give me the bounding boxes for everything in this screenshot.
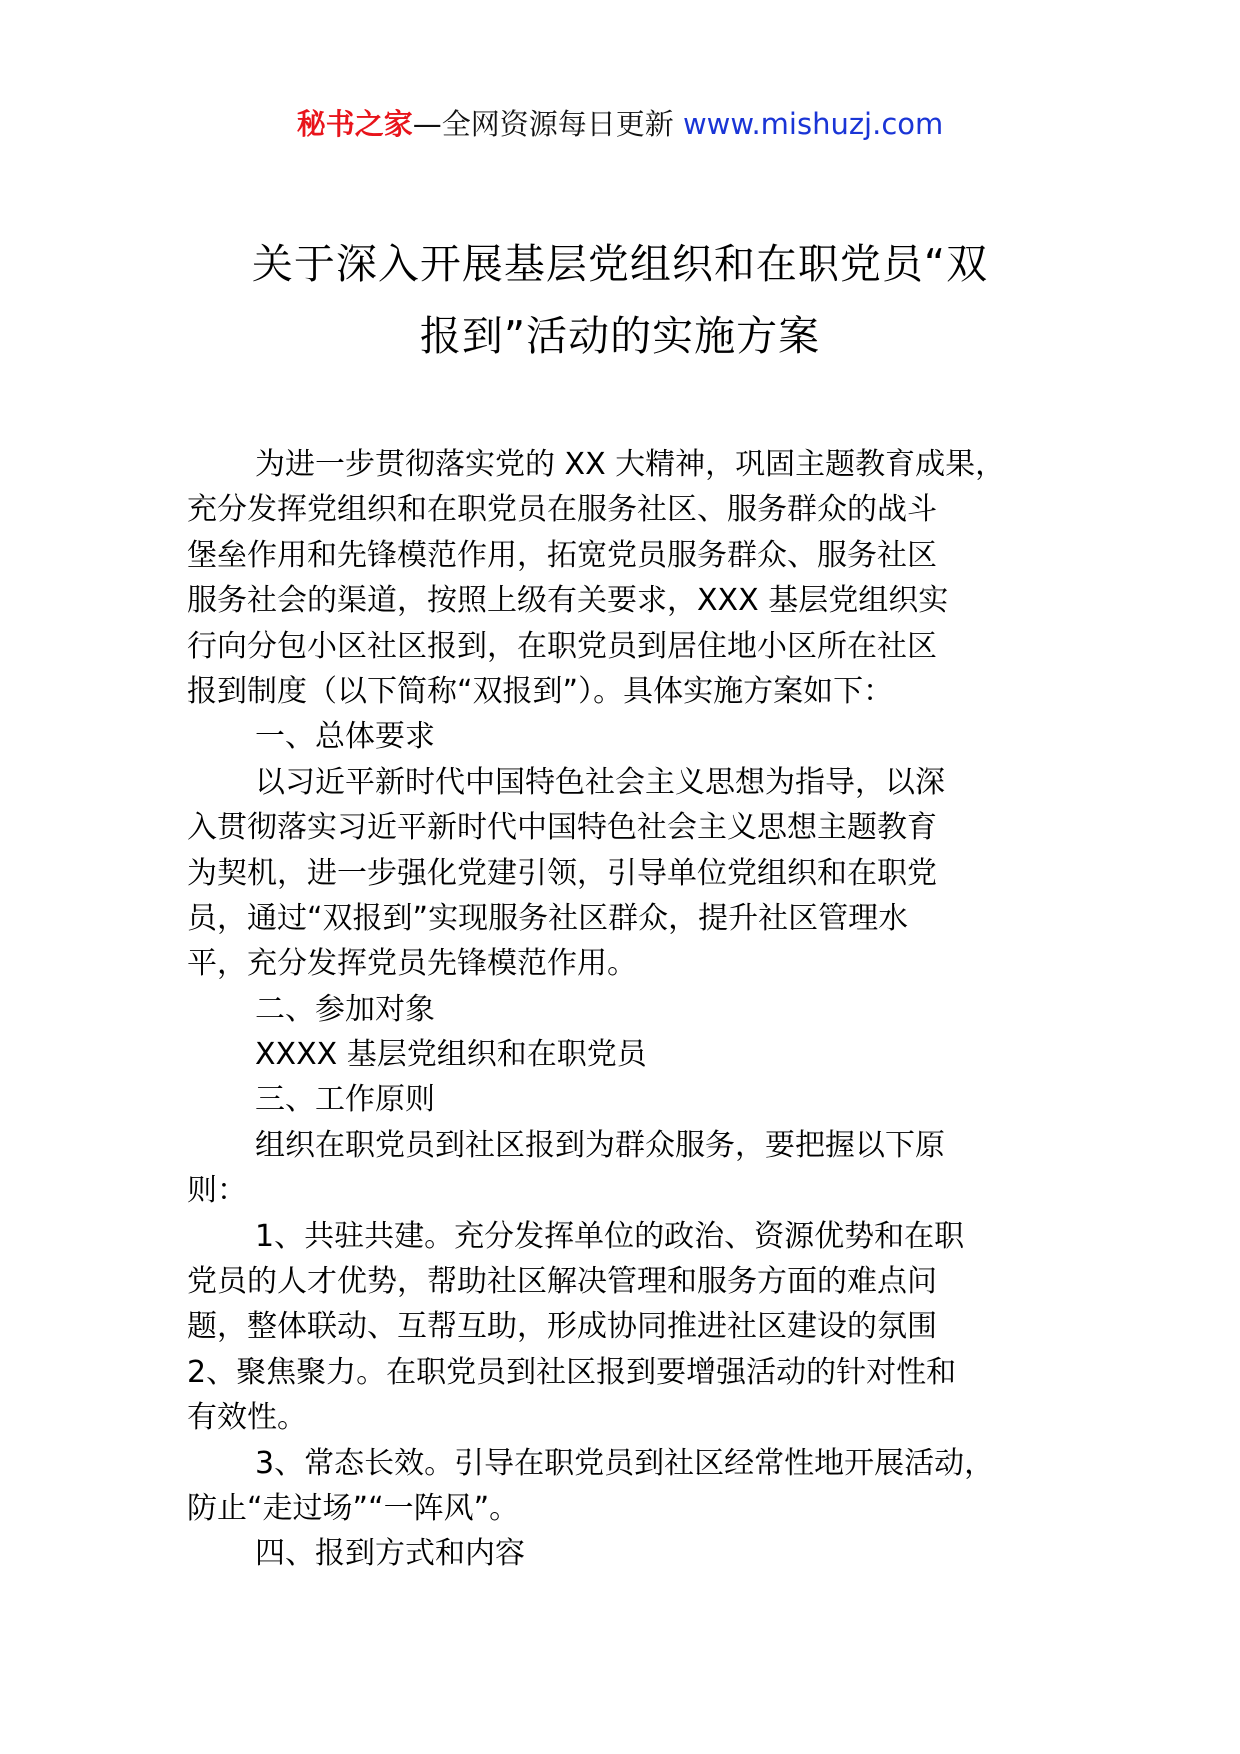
section-heading: 三、工作原则 (255, 1082, 435, 1118)
header-brand: 秘书之家 (296, 107, 413, 141)
body-line: 有效性。 (187, 1400, 307, 1436)
title-line-2: 报到”活动的实施方案 (419, 312, 821, 360)
body-line: 以习近平新时代中国特色社会主义思想为指导，以深 (255, 764, 945, 800)
document-body (187, 442, 1067, 1577)
header-site-link[interactable]: www.mishuzj.com (682, 107, 944, 141)
body-line: 则： (187, 1173, 247, 1209)
body-line: 充分发挥党组织和在职党员在服务社区、服务群众的战斗 (187, 492, 937, 528)
body-line: 员，通过“双报到”实现服务社区群众，提升社区管理水 (187, 900, 909, 936)
body-line: 平，充分发挥党员先锋模范作用。 (187, 946, 637, 982)
body-line: 堡垒作用和先锋模范作用，拓宽党员服务群众、服务社区 (187, 537, 937, 573)
section-heading: 一、总体要求 (255, 719, 435, 755)
body-line: 行向分包小区社区报到，在职党员到居住地小区所在社区 (187, 628, 937, 664)
header-tagline: —全网资源每日更新 (412, 107, 683, 141)
body-line: 报到制度（以下简称“双报到”）。具体实施方案如下： (187, 673, 894, 709)
body-line: 为进一步贯彻落实党的 XX 大精神，巩固主题教育成果， (255, 447, 1006, 482)
body-line: 1、共驻共建。充分发挥单位的政治、资源优势和在职 (255, 1218, 965, 1254)
body-line: 服务社会的渠道，按照上级有关要求，XXX 基层党组织实 (187, 583, 949, 619)
body-line: 党员的人才优势，帮助社区解决管理和服务方面的难点问 (187, 1264, 937, 1300)
body-line: 题，整体联动、互帮互助，形成协同推进社区建设的氛围 (187, 1309, 937, 1345)
body-line: 2、聚焦聚力。在职党员到社区报到要增强活动的针对性和 (187, 1354, 957, 1390)
section-heading: 四、报到方式和内容 (255, 1536, 525, 1572)
body-line: 组织在职党员到社区报到为群众服务，要把握以下原 (255, 1127, 945, 1163)
body-line: 入贯彻落实习近平新时代中国特色社会主义思想主题教育 (187, 810, 937, 846)
section-heading: 二、参加对象 (255, 991, 435, 1027)
body-line: 防止“走过场”“一阵风”。 (187, 1490, 520, 1526)
body-line: XXXX 基层党组织和在职党员 (255, 1037, 647, 1073)
watermark-header (0, 104, 1240, 144)
body-line: 3、常态长效。引导在职党员到社区经常性地开展活动， (255, 1445, 995, 1481)
title-line-1: 关于深入开展基层党组织和在职党员“双 (251, 240, 989, 288)
document-title (0, 228, 1240, 372)
body-line: 为契机，进一步强化党建引领，引导单位党组织和在职党 (187, 855, 937, 891)
